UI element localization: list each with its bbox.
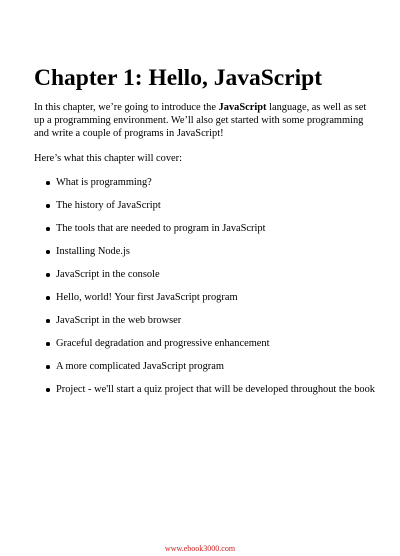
bullet-icon <box>46 342 50 346</box>
topic-label: What is programming? <box>56 177 152 188</box>
topic-label: The history of JavaScript <box>56 200 161 211</box>
topic-label: Project - we'll start a quiz project that will be developed throughout the book <box>56 384 375 395</box>
bullet-icon <box>46 365 50 369</box>
bullet-icon <box>46 250 50 254</box>
footer-website-link[interactable]: www.ebook3000.com <box>164 544 236 553</box>
intro-emphasis: JavaScript <box>218 102 267 113</box>
topic-item <box>46 337 376 350</box>
intro-text-before: In this chapter, we’re going to introduce the <box>34 102 219 113</box>
intro-paragraph <box>34 101 374 140</box>
bullet-icon <box>46 296 50 300</box>
topic-item <box>46 199 376 212</box>
topics-lead: Here’s what this chapter will cover: <box>34 153 183 164</box>
topic-item <box>46 360 376 373</box>
topic-item <box>46 268 376 281</box>
topic-label: Graceful degradation and progressive enhancement <box>56 338 270 349</box>
bullet-icon <box>46 388 50 392</box>
topic-item <box>46 245 376 258</box>
intro-text-after: language, as well as set up a programming environment. We’ll also get started with some programming and write a couple of programs in JavaScript! <box>34 102 367 139</box>
topic-label: Hello, world! Your first JavaScript program <box>56 292 238 303</box>
bullet-icon <box>46 273 50 277</box>
topic-label: A more complicated JavaScript program <box>56 361 224 372</box>
topic-label: JavaScript in the console <box>56 269 160 280</box>
bullet-icon <box>46 204 50 208</box>
topic-label: The tools that are needed to program in JavaScript <box>56 223 266 234</box>
topic-item <box>46 222 376 235</box>
topic-item <box>46 383 376 396</box>
bullet-icon <box>46 227 50 231</box>
bullet-icon <box>46 319 50 323</box>
topic-item <box>46 176 376 189</box>
chapter-title: Chapter 1: Hello, JavaScript <box>34 65 323 91</box>
topic-label: JavaScript in the web browser <box>56 315 182 326</box>
topic-item <box>46 314 376 327</box>
bullet-icon <box>46 181 50 185</box>
topic-label: Installing Node.js <box>56 246 130 257</box>
topic-item <box>46 291 376 304</box>
